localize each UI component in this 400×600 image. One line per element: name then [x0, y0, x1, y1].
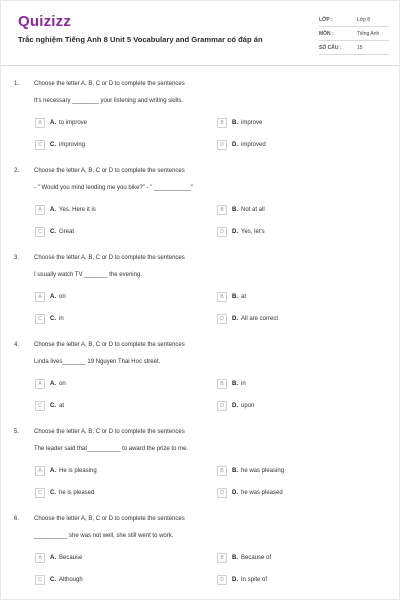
option-text: to improve: [59, 120, 88, 126]
option-letter: A.: [50, 207, 56, 213]
question-5: [1, 429, 400, 516]
option-box[interactable]: C: [35, 227, 45, 237]
option-box[interactable]: C: [35, 575, 45, 585]
question-number: 5.: [14, 429, 20, 435]
option-text: Because: [59, 555, 83, 561]
option-letter: C.: [50, 316, 56, 322]
option-text: Yes, let's: [241, 229, 265, 235]
meta-value: Lớp 8: [357, 16, 371, 23]
option-letter: D.: [232, 490, 238, 496]
option-text: In spite of: [241, 577, 268, 583]
option-box[interactable]: C: [35, 140, 45, 150]
question-1: [1, 81, 400, 168]
option-c[interactable]: [35, 227, 74, 237]
option-box[interactable]: C: [35, 314, 45, 324]
question-6: [1, 516, 400, 600]
option-letter: A.: [50, 381, 56, 387]
option-letter: A.: [50, 468, 56, 474]
option-text: Not at all: [241, 207, 265, 213]
meta-value: Tiếng Anh: [357, 30, 380, 37]
question-text: I usually watch TV _______ the evening.: [34, 272, 142, 278]
option-letter: D.: [232, 229, 238, 235]
option-c[interactable]: [35, 575, 83, 585]
question-4: [1, 342, 400, 429]
option-d[interactable]: [217, 575, 267, 585]
option-letter: D.: [232, 142, 238, 148]
option-letter: D.: [232, 403, 238, 409]
option-text: Because of: [241, 555, 272, 561]
option-b[interactable]: [217, 205, 265, 215]
meta-row-subject: [319, 27, 389, 41]
question-2: [1, 168, 400, 255]
page-title: Trắc nghiệm Tiếng Anh 8 Unit 5 Vocabulary and Grammar có đáp án: [18, 35, 263, 44]
option-letter: B.: [232, 555, 238, 561]
option-a[interactable]: [35, 292, 66, 302]
option-text: on: [59, 381, 66, 387]
option-c[interactable]: [35, 488, 94, 498]
question-instruction: Choose the letter A, B, C or D to complete the sentences: [34, 516, 185, 522]
question-instruction: Choose the letter A, B, C or D to complete the sentences: [34, 255, 185, 261]
option-letter: B.: [232, 468, 238, 474]
question-text: - " Would you mind lending me you bike?" - " ___________": [34, 185, 193, 191]
question-text: The leader said that__________ to award the prize to me.: [34, 446, 189, 452]
option-d[interactable]: [217, 488, 283, 498]
option-letter: B.: [232, 294, 238, 300]
option-c[interactable]: [35, 314, 64, 324]
question-instruction: Choose the letter A, B, C or D to complete the sentences: [34, 168, 185, 174]
option-box[interactable]: B: [217, 205, 227, 215]
question-text: __________ she was not well, she still went to work.: [34, 533, 174, 539]
meta-key: SỐ CÂU :: [319, 44, 342, 51]
option-text: improved: [241, 142, 266, 148]
option-box[interactable]: D: [217, 314, 227, 324]
option-text: He is pleasing: [59, 468, 97, 474]
option-d[interactable]: [217, 401, 254, 411]
option-box[interactable]: D: [217, 140, 227, 150]
option-text: improving: [59, 142, 86, 148]
option-text: on: [59, 294, 66, 300]
option-a[interactable]: [35, 553, 82, 563]
option-b[interactable]: [217, 118, 262, 128]
question-3: [1, 255, 400, 342]
option-text: in: [59, 316, 64, 322]
meta-key: LỚP :: [319, 16, 333, 23]
option-text: at: [59, 403, 65, 409]
option-letter: A.: [50, 555, 56, 561]
option-box[interactable]: B: [217, 553, 227, 563]
option-c[interactable]: [35, 140, 85, 150]
option-box[interactable]: B: [217, 292, 227, 302]
option-letter: C.: [50, 142, 56, 148]
option-box[interactable]: C: [35, 401, 45, 411]
option-text: Although: [59, 577, 83, 583]
option-box[interactable]: A: [35, 118, 45, 128]
option-letter: C.: [50, 229, 56, 235]
option-b[interactable]: [217, 553, 271, 563]
option-box[interactable]: D: [217, 401, 227, 411]
option-text: upon: [241, 403, 255, 409]
option-a[interactable]: [35, 466, 97, 476]
option-letter: B.: [232, 381, 238, 387]
option-box[interactable]: B: [217, 466, 227, 476]
option-box[interactable]: A: [35, 205, 45, 215]
option-box[interactable]: B: [217, 118, 227, 128]
option-letter: D.: [232, 316, 238, 322]
question-instruction: Choose the letter A, B, C or D to complete the sentences: [34, 429, 185, 435]
question-instruction: Choose the letter A, B, C or D to complete the sentences: [34, 342, 185, 348]
option-d[interactable]: [217, 227, 265, 237]
header-divider: [1, 65, 399, 66]
question-number: 4.: [14, 342, 20, 348]
option-letter: A.: [50, 294, 56, 300]
option-letter: B.: [232, 207, 238, 213]
option-d[interactable]: [217, 314, 278, 324]
option-a[interactable]: [35, 118, 87, 128]
option-b[interactable]: [217, 292, 246, 302]
meta-value: 15: [357, 44, 363, 51]
question-instruction: Choose the letter A, B, C or D to complete the sentences: [34, 81, 185, 87]
option-text: he is pleased: [59, 490, 95, 496]
option-a[interactable]: [35, 379, 66, 389]
question-text: It's necessary ________ your listening and writing skills.: [34, 98, 183, 104]
option-a[interactable]: [35, 205, 96, 215]
option-box[interactable]: B: [217, 379, 227, 389]
option-b[interactable]: [217, 466, 284, 476]
option-letter: A.: [50, 120, 56, 126]
option-text: in: [241, 381, 246, 387]
option-box[interactable]: D: [217, 575, 227, 585]
option-b[interactable]: [217, 379, 246, 389]
quizizz-logo: Quizizz: [18, 13, 72, 30]
option-text: All are correct: [241, 316, 279, 322]
option-text: he was pleasing: [241, 468, 285, 474]
option-box[interactable]: D: [217, 227, 227, 237]
option-text: Yes. Here it is: [59, 207, 96, 213]
option-letter: B.: [232, 120, 238, 126]
option-c[interactable]: [35, 401, 64, 411]
option-box[interactable]: C: [35, 488, 45, 498]
question-number: 6.: [14, 516, 20, 522]
option-box[interactable]: A: [35, 379, 45, 389]
meta-row-class: [319, 13, 389, 27]
question-text: Linda lives_______ 19 Nguyen Thai Hoc street.: [34, 359, 161, 365]
option-text: improve: [241, 120, 263, 126]
option-d[interactable]: [217, 140, 266, 150]
meta-row-count: [319, 41, 389, 55]
option-box[interactable]: D: [217, 488, 227, 498]
option-box[interactable]: A: [35, 292, 45, 302]
option-letter: D.: [232, 577, 238, 583]
option-letter: C.: [50, 403, 56, 409]
option-text: Great: [59, 229, 75, 235]
question-number: 1.: [14, 81, 20, 87]
question-number: 2.: [14, 168, 20, 174]
option-box[interactable]: A: [35, 553, 45, 563]
option-letter: C.: [50, 577, 56, 583]
option-letter: C.: [50, 490, 56, 496]
question-number: 3.: [14, 255, 20, 261]
meta-key: MÔN :: [319, 30, 334, 37]
option-text: at: [241, 294, 247, 300]
option-box[interactable]: A: [35, 466, 45, 476]
option-text: he was pleased: [241, 490, 283, 496]
meta-info: [319, 13, 389, 55]
